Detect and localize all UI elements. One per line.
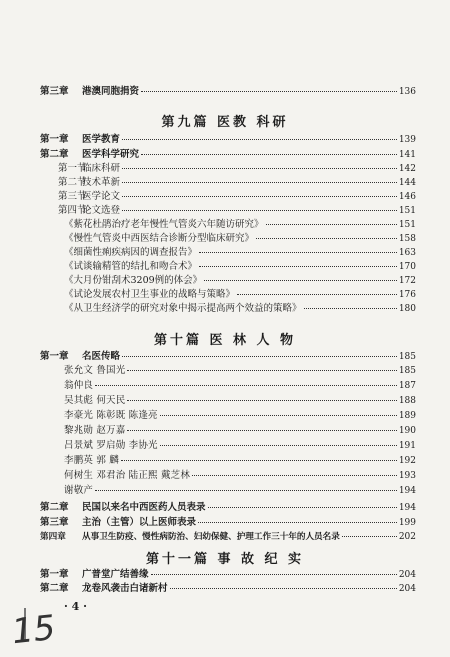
page-number: 176 <box>398 290 416 300</box>
chapter-number: 第三章 <box>40 86 69 97</box>
dot-leader <box>266 224 397 225</box>
dot-leader <box>122 182 397 183</box>
toc-person-line <box>64 455 416 467</box>
chapter-number: 第一章 <box>40 351 69 362</box>
dot-leader <box>170 588 397 589</box>
article-title: 《慢性气管炎中西医结合诊断分型临床研究》 <box>64 233 255 244</box>
section-title: 临床科研 <box>82 163 121 174</box>
toc-entry <box>40 531 416 543</box>
chapter-title: 民国以来名中西医药人员表录 <box>82 502 206 513</box>
page-number: 144 <box>398 178 416 188</box>
person-names: 张允文 鲁国光 <box>64 365 126 376</box>
chapter-title: 医学科学研究 <box>82 149 140 160</box>
toc-article <box>64 219 416 231</box>
dot-leader <box>122 210 397 211</box>
toc-section <box>40 177 416 189</box>
chapter-title: 主治（主管）以上医师表录 <box>82 517 197 528</box>
toc-entry <box>40 517 416 529</box>
section-title: 论文选登 <box>82 205 121 216</box>
dot-leader <box>141 154 397 155</box>
page-number: 139 <box>398 135 416 145</box>
toc-entry <box>40 149 416 161</box>
toc-person-line <box>64 395 416 407</box>
section-number: 第二节 <box>58 177 87 188</box>
dot-leader <box>256 238 397 239</box>
page-number: 199 <box>398 518 416 528</box>
page-number: 151 <box>398 220 416 230</box>
toc-article <box>64 261 416 273</box>
page-number: 185 <box>398 366 416 376</box>
person-names: 黎兆勋 赵万嘉 <box>64 425 126 436</box>
page-number: 180 <box>398 304 416 314</box>
dot-leader <box>160 445 397 446</box>
toc-entry <box>40 502 416 514</box>
person-names: 何树生 邓君治 陆正熙 戴芝林 <box>64 470 191 481</box>
dot-leader <box>95 385 397 386</box>
dot-leader <box>95 490 397 491</box>
chapter-number: 第二章 <box>40 502 69 513</box>
person-names: 李豪光 陈彰既 陈逢亮 <box>64 410 158 421</box>
toc-person-line <box>64 425 416 437</box>
dot-leader <box>141 91 397 92</box>
page-number: 185 <box>398 352 416 362</box>
dot-leader <box>127 400 396 401</box>
chapter-number: 第一章 <box>40 569 69 580</box>
person-names: 翁仲良 <box>64 380 94 391</box>
page-number: 158 <box>398 234 416 244</box>
page-footer-number: · 4 · <box>64 600 87 613</box>
page-number: 189 <box>398 411 416 421</box>
toc-entry <box>40 351 416 363</box>
dot-leader <box>304 308 397 309</box>
page-number: 202 <box>398 532 416 542</box>
dot-leader <box>121 460 397 461</box>
page-number: 193 <box>398 471 416 481</box>
toc-entry <box>40 134 416 146</box>
part-heading: 第十一篇 事 故 纪 实 <box>145 552 305 567</box>
section-number: 第一节 <box>58 163 87 174</box>
page-number: 190 <box>398 426 416 436</box>
dot-leader <box>122 196 397 197</box>
article-title: 《紫花杜鹃治疗老年慢性气管炎六年随访研究》 <box>64 219 264 230</box>
dot-leader <box>192 475 397 476</box>
toc-person-line <box>64 410 416 422</box>
toc-section <box>40 191 416 203</box>
toc-person-line <box>64 365 416 377</box>
dot-leader <box>122 168 397 169</box>
toc-entry <box>40 583 416 595</box>
page-number: 141 <box>398 150 416 160</box>
toc-article <box>64 289 416 301</box>
toc-section <box>40 163 416 175</box>
dot-leader <box>199 252 397 253</box>
toc-article <box>64 233 416 245</box>
toc-person-line <box>64 485 416 497</box>
page-number: 194 <box>398 503 416 513</box>
dot-leader <box>199 266 397 267</box>
page-number: 172 <box>398 276 416 286</box>
page-number: 204 <box>398 584 416 594</box>
page-number: 187 <box>398 381 416 391</box>
dot-leader <box>122 139 397 140</box>
dot-leader <box>198 522 397 523</box>
dot-leader <box>151 574 397 575</box>
person-names: 吴其彪 何天民 <box>64 395 126 406</box>
person-names: 吕景斌 罗启勋 李协光 <box>64 440 158 451</box>
chapter-title: 医学教育 <box>82 134 121 145</box>
page-number: 146 <box>398 192 416 202</box>
part-heading: 第十篇 医 林 人 物 <box>153 333 297 348</box>
page-number: 188 <box>398 396 416 406</box>
chapter-number: 第四章 <box>40 532 66 542</box>
article-title: 《从卫生经济学的研究对象中揭示提高两个效益的策略》 <box>64 303 302 314</box>
page-number: 192 <box>398 456 416 466</box>
page-number: 194 <box>398 486 416 496</box>
dot-leader <box>127 370 396 371</box>
toc-section <box>40 205 416 217</box>
chapter-title: 港澳同胞捐资 <box>82 86 140 97</box>
page-number: 142 <box>398 164 416 174</box>
article-title: 《试论发展农村卫生事业的战略与策略》 <box>64 289 236 300</box>
chapter-number: 第一章 <box>40 134 69 145</box>
page-number: 191 <box>398 441 416 451</box>
chapter-number: 第二章 <box>40 149 69 160</box>
toc-entry <box>40 569 416 581</box>
person-names: 李鹏英 郭 麟 <box>64 455 119 466</box>
toc-entry <box>40 86 416 98</box>
dot-leader <box>342 536 397 537</box>
chapter-title: 名医传略 <box>82 351 121 362</box>
article-title: 《细菌性痢疾病因的调查报告》 <box>64 247 198 258</box>
dot-leader <box>204 280 397 281</box>
toc-article <box>64 275 416 287</box>
section-title: 医学论文 <box>82 191 121 202</box>
chapter-number: 第二章 <box>40 583 69 594</box>
toc-article <box>64 303 416 315</box>
chapter-title: 从事卫生防疫、慢性病防治、妇幼保健、护理工作三十年的人员名录 <box>82 532 340 542</box>
handwritten-mark: 15 <box>10 607 58 653</box>
page-number: 136 <box>398 87 416 97</box>
section-title: 技术革新 <box>82 177 121 188</box>
page-number: 163 <box>398 248 416 258</box>
chapter-number: 第三章 <box>40 517 69 528</box>
dot-leader <box>122 356 397 357</box>
toc-person-line <box>64 470 416 482</box>
section-number: 第四节 <box>58 205 87 216</box>
chapter-title: 龙卷风袭击白诸新村 <box>82 583 168 594</box>
part-heading: 第九篇 医教 科研 <box>161 115 289 130</box>
page-number: 151 <box>398 206 416 216</box>
page-number: 170 <box>398 262 416 272</box>
toc-person-line <box>64 440 416 452</box>
chapter-title: 广普堂广结善缘 <box>82 569 149 580</box>
toc-article <box>64 247 416 259</box>
toc-person-line <box>64 380 416 392</box>
dot-leader <box>237 294 397 295</box>
person-names: 谢敬产 <box>64 485 94 496</box>
page-number: 204 <box>398 570 416 580</box>
dot-leader <box>160 415 397 416</box>
dot-leader <box>127 430 396 431</box>
section-number: 第三节 <box>58 191 87 202</box>
article-title: 《大月份钳刮术3209例的体会》 <box>64 275 203 286</box>
article-title: 《试谈输精管的结扎和吻合术》 <box>64 261 198 272</box>
dot-leader <box>208 507 397 508</box>
